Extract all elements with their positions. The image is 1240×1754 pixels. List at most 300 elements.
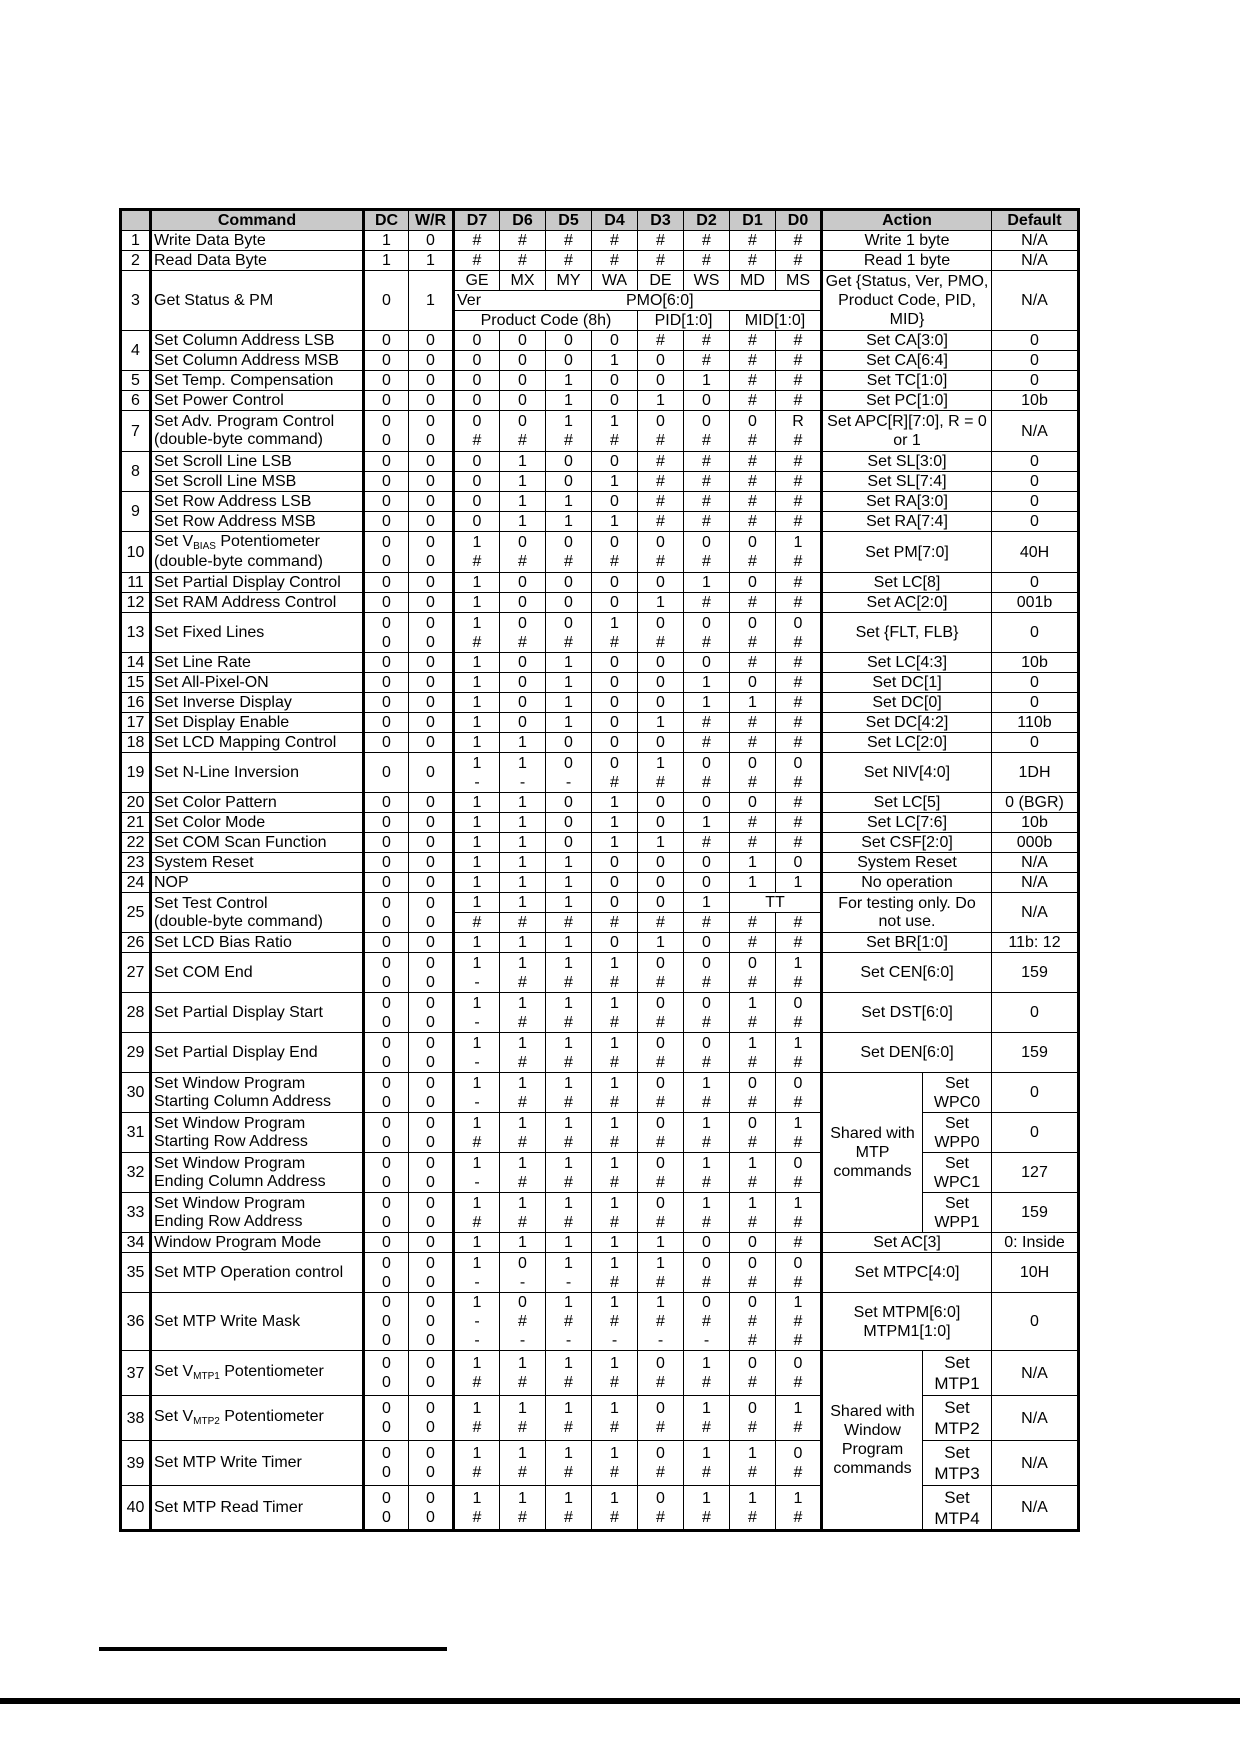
bit-line: 0 [656,734,665,751]
bit-line: 0 [472,372,482,389]
command-name-line1: Set Power Control [154,391,284,409]
bit-d4 [592,573,638,593]
set-register-line: Set [944,1194,969,1212]
wr-value: 0 [409,351,454,371]
table-row [121,1073,1079,1113]
default-value: 11b: 12 [992,933,1079,953]
bit-d5 [546,1396,592,1441]
page-bottom-rule [0,1698,1240,1704]
action-text: Set AC[3] [822,1233,992,1253]
bit-d7 [454,653,500,673]
bit-d4 [592,733,638,753]
action-text: Set DST[6:0] [822,993,992,1033]
command-name-line1: Set Adv. Program Control [154,413,335,430]
bit-line: # [748,834,757,851]
bit-line: 1 [564,1445,573,1462]
bit-line: # [793,734,803,751]
bit-d0 [776,532,822,573]
bit-line: 0 [518,1294,527,1311]
bit-line: 0 [564,614,573,632]
row-number: 12 [121,593,151,613]
bit-line: 0 [610,574,619,591]
default-value: N/A [992,271,1079,331]
wr-line: 0 [426,1419,435,1436]
bit-d2 [684,1293,730,1351]
bit-line: # [656,1464,665,1481]
row-number: 26 [121,933,151,953]
row-number: 20 [121,793,151,813]
bit-line: # [748,1419,757,1436]
bit-line: # [564,1313,573,1330]
bit-line: 1 [472,574,482,591]
bit-line: # [518,553,527,570]
table-row [121,492,1079,512]
table-row [121,893,1079,913]
bit-d3 [638,873,684,893]
wr-value [409,613,454,653]
bit-line: 1 [518,834,527,851]
row-number: 38 [121,1396,151,1441]
bit-d2 [684,411,730,452]
bit-d0 [776,1441,822,1486]
row-number: 24 [121,873,151,893]
bit-d3 [638,713,684,733]
bit-d3 [638,753,684,793]
dc-line: 0 [382,1034,391,1052]
bit-d2 [684,853,730,873]
bit-line: 0 [656,1400,665,1417]
bit-d4 [592,1113,638,1153]
bit-d4 [592,1441,638,1486]
bit-line: 0 [656,854,665,871]
bit-line: # [793,714,803,731]
bit-d7 [454,391,500,411]
dc-line: 0 [382,1489,391,1507]
wr-value [409,1193,454,1233]
dc-value [364,953,409,993]
set-register [923,1073,992,1113]
bit-d3 [638,251,684,271]
bit-line: 1 [472,1154,482,1172]
bit-d7 [454,1396,500,1441]
action-text: Set DC[0] [822,693,992,713]
bit-line: 1 [472,954,482,972]
bit-line: # [702,1013,711,1031]
default-value: 0 [992,371,1079,391]
bit-line: 1 [472,1355,482,1372]
command-name [151,693,364,713]
bit-line: 0 [656,814,665,831]
bit-line: # [748,1093,757,1111]
dc-line: 0 [382,1154,391,1172]
bit-line: 0 [610,854,619,871]
dc-line: 0 [382,654,391,671]
bit-line: 1 [610,1234,619,1251]
default-value: 0 [992,673,1079,693]
bit-line: 0 [748,794,757,811]
status-bit-d0: MS [776,271,822,291]
bit-d3 [638,1486,684,1531]
bit-d2 [684,733,730,753]
bit-line: # [610,1053,619,1071]
command-name [151,953,364,993]
bit-d7 [454,532,500,573]
mid-field: MID[1:0] [730,311,822,331]
bit-line: # [472,1374,482,1391]
bit-d6 [500,713,546,733]
bit-d3 [638,993,684,1033]
wr-line: 0 [426,392,435,409]
header-cell-d6: D6 [500,210,546,231]
status-bit-d5: MY [546,271,592,291]
bit-d1 [730,251,776,271]
bit-d4 [592,1293,638,1351]
command-name [151,1486,364,1531]
command-name [151,1073,364,1113]
default-value: N/A [992,1486,1079,1531]
table-row [121,1193,1079,1233]
bit-line: # [472,1464,482,1481]
bit-d7 [454,573,500,593]
bit-line: 0 [702,1234,711,1251]
wr-value [409,1033,454,1073]
command-name [151,1351,364,1396]
bit-line: 1 [518,854,527,871]
command-name-line1: Set Window Program [154,1154,306,1172]
bit-line: # [702,834,711,851]
wr-line: 0 [426,894,435,912]
bit-d6 [500,933,546,953]
table-row [121,371,1079,391]
wr-line: 0 [426,1464,435,1481]
bit-line: 1 [472,654,482,671]
bit-d3 [638,953,684,993]
bit-d4 [592,813,638,833]
wr-line: 0 [426,1114,435,1132]
bit-d2 [684,1193,730,1233]
command-name-line1: Set Line Rate [154,653,251,671]
dc-line: 0 [382,814,391,831]
bit-line: # [702,1273,711,1291]
dc-line: 0 [382,1294,391,1311]
command-name [151,1153,364,1193]
bit-line: 0 [518,534,527,551]
wr-value [409,653,454,673]
shared-note: Shared with Window Program commands [822,1351,923,1531]
bit-line: # [748,1332,757,1349]
dc-value [364,1193,409,1233]
bit-d4: 0 [592,452,638,472]
bit-d2: # [684,512,730,532]
bit-line: # [518,1313,527,1330]
bit-d3: # [638,452,684,472]
dc-line: 0 [382,1133,391,1151]
command-name [151,1033,364,1073]
bit-d7 [454,1293,500,1351]
bit-line: # [518,1133,527,1151]
bit-line: # [748,252,757,269]
wr-value [409,1441,454,1486]
wr-value: 0 [409,472,454,492]
bit-line: # [793,574,803,591]
bit-d5 [546,873,592,893]
bit-d0 [776,251,822,271]
bit-line: 0 [702,954,711,972]
table-row [121,673,1079,693]
bit-line: 0 [702,934,711,951]
command-name [151,733,364,753]
table-row [121,1486,1079,1531]
dc-line: 0 [382,854,391,871]
default-value: 0 [992,573,1079,593]
bit-line: 1 [793,874,803,891]
command-name [151,231,364,251]
bit-d7 [454,1351,500,1396]
bit-line: # [564,633,573,651]
row-number: 3 [121,271,151,331]
command-name-line1: Set Partial Display Control [154,573,341,591]
wr-line: 0 [426,1313,435,1330]
bit-d0 [776,573,822,593]
command-name-prefix: Set V [154,533,194,550]
set-register-line: Set [944,1353,970,1372]
table-row [121,1253,1079,1293]
table-row [121,391,1079,411]
bit-line: 1 [702,1445,711,1462]
bit-d5: # [546,913,592,933]
dc-line: 0 [382,714,391,731]
command-name-line2: (double-byte command) [154,431,323,448]
bit-line: # [656,1013,665,1031]
dc-line: 0 [382,994,391,1012]
action-text: Set DC[4:2] [822,713,992,733]
table-row [121,1233,1079,1253]
bit-line: 1 [656,1234,665,1251]
bit-line: 1 [702,1400,711,1417]
wr-line: 0 [426,1034,435,1052]
bit-line: # [656,1313,665,1330]
bit-d4 [592,231,638,251]
bit-line: - [519,773,526,791]
bit-d6 [500,371,546,391]
bit-line: 1 [472,594,482,611]
bit-d5 [546,391,592,411]
header-cell-command: Command [151,210,364,231]
bit-d6 [500,653,546,673]
bit-line: 0 [748,1074,757,1092]
command-name [151,813,364,833]
row-number: 7 [121,411,151,452]
bit-line: # [564,1213,573,1231]
bit-line: # [472,432,482,449]
dc-value [364,893,409,933]
wr-line: 0 [426,954,435,972]
wr-line: 0 [426,1053,435,1071]
bit-line: 1 [748,1034,757,1052]
bit-line: # [793,252,803,269]
table-row [121,853,1079,873]
action-text: Get {Status, Ver, PMO, Product Code, PID, MID} [822,271,992,331]
bit-line: - [474,1093,480,1111]
table-row [121,573,1079,593]
bit-line: 1 [472,534,482,551]
bit-line: 1 [656,934,665,951]
dc-value [364,1153,409,1193]
dc-line: 0 [382,834,391,851]
dc-line: 0 [382,1464,391,1481]
bit-d4 [592,873,638,893]
bit-line: # [702,1053,711,1071]
bit-d7 [454,813,500,833]
bit-d1: # [730,492,776,512]
default-value: 0 [992,1293,1079,1351]
wr-value [409,1233,454,1253]
bit-line: 0 [564,534,573,551]
bit-d0 [776,391,822,411]
bit-line: 1 [472,674,482,691]
bit-line: 1 [472,994,482,1012]
command-name: Set Row Address LSB [151,492,364,512]
bit-line: 1 [518,1234,527,1251]
bit-line: # [610,1213,619,1231]
bit-line: 0 [702,534,711,551]
wr-line: 0 [426,553,435,570]
bit-d4 [592,673,638,693]
bit-line: 1 [702,694,711,711]
bit-d5 [546,1073,592,1113]
bit-line: 1 [472,754,482,772]
bit-line: # [518,1508,527,1526]
command-name: Set Column Address LSB [151,331,364,351]
command-name-line2: (double-byte command) [154,553,323,570]
bit-line: # [564,1374,573,1391]
bit-line: # [610,1093,619,1111]
bit-d2 [684,613,730,653]
bit-line: # [793,694,803,711]
bit-line: 0 [610,874,619,891]
dc-value: 0 [364,271,409,331]
bit-d1 [730,1253,776,1293]
bit-d5 [546,573,592,593]
bit-d4 [592,793,638,813]
action-text: System Reset [822,853,992,873]
bit-d3: # [638,472,684,492]
default-value: 0 [992,1113,1079,1153]
bit-line: # [793,1332,803,1349]
bit-d0 [776,1293,822,1351]
header-cell-d4: D4 [592,210,638,231]
bit-line: # [518,1173,527,1191]
row-number: 4 [121,331,151,371]
bit-line: 0 [518,674,527,691]
bit-d1 [730,1293,776,1351]
bit-d1 [730,411,776,452]
command-name [151,753,364,793]
default-value: 001b [992,593,1079,613]
bit-line: # [702,1213,711,1231]
row-number: 2 [121,251,151,271]
bit-d6 [500,1033,546,1073]
default-value: 10b [992,653,1079,673]
command-name: Set Row Address MSB [151,512,364,532]
bit-line: # [793,674,803,691]
bit-d0 [776,653,822,673]
table-row [121,472,1079,492]
row-number: 30 [121,1073,151,1113]
bit-d3 [638,853,684,873]
bit-line: 0 [702,754,711,772]
bit-line: # [518,1374,527,1391]
command-name-suffix: Potentiometer [219,1363,324,1380]
default-value: 159 [992,1033,1079,1073]
bit-line: 0 [793,1254,803,1272]
bit-d2 [684,1396,730,1441]
bit-line: 1 [702,674,711,691]
action-text: Set BR[1:0] [822,933,992,953]
bit-line: 0 [702,413,711,430]
table-row [121,813,1079,833]
bit-d5: 1 [546,492,592,512]
bit-line: 0 [748,1355,757,1372]
dc-line: 0 [382,1254,391,1272]
bit-line: 1 [472,874,482,891]
dc-line: 0 [382,694,391,711]
table-row [121,873,1079,893]
command-name-line1: Set MTP Write Mask [154,1312,301,1330]
bit-d5 [546,813,592,833]
bit-line: # [656,1273,665,1291]
wr-line: 0 [426,1254,435,1272]
bit-d3 [638,231,684,251]
command-name: Set Column Address MSB [151,351,364,371]
bit-line: 0 [610,734,619,751]
bit-line: 1 [793,1400,803,1417]
bit-d3: # [638,512,684,532]
bit-line: # [656,553,665,570]
bit-d4: 1 [592,512,638,532]
set-register-line: WPC1 [933,1173,981,1191]
bit-d0 [776,613,822,653]
bit-d0 [776,1253,822,1293]
bit-d3 [638,573,684,593]
bit-d0 [776,933,822,953]
bit-d0 [776,1193,822,1233]
default-value: N/A [992,873,1079,893]
row-number: 19 [121,753,151,793]
action-text: No operation [822,873,992,893]
bit-d1 [730,1153,776,1193]
action-text: Set CA[6:4] [822,351,992,371]
bit-d0 [776,371,822,391]
dc-value [364,411,409,452]
bit-line: # [610,252,619,269]
table-row [121,1396,1079,1441]
bit-d1 [730,873,776,893]
bit-line: # [702,1464,711,1481]
command-name [151,1293,364,1351]
pmo-field: PMO[6:0] [500,291,822,311]
bit-line: # [702,633,711,651]
bit-line: # [748,1013,757,1031]
bit-d7 [454,1153,500,1193]
bit-line: - [474,1273,480,1291]
bit-d7 [454,733,500,753]
bit-d4 [592,1233,638,1253]
bit-d1 [730,693,776,713]
bit-line: 0 [610,934,619,951]
bit-line: 0 [748,574,757,591]
bit-line: 0 [748,534,757,551]
